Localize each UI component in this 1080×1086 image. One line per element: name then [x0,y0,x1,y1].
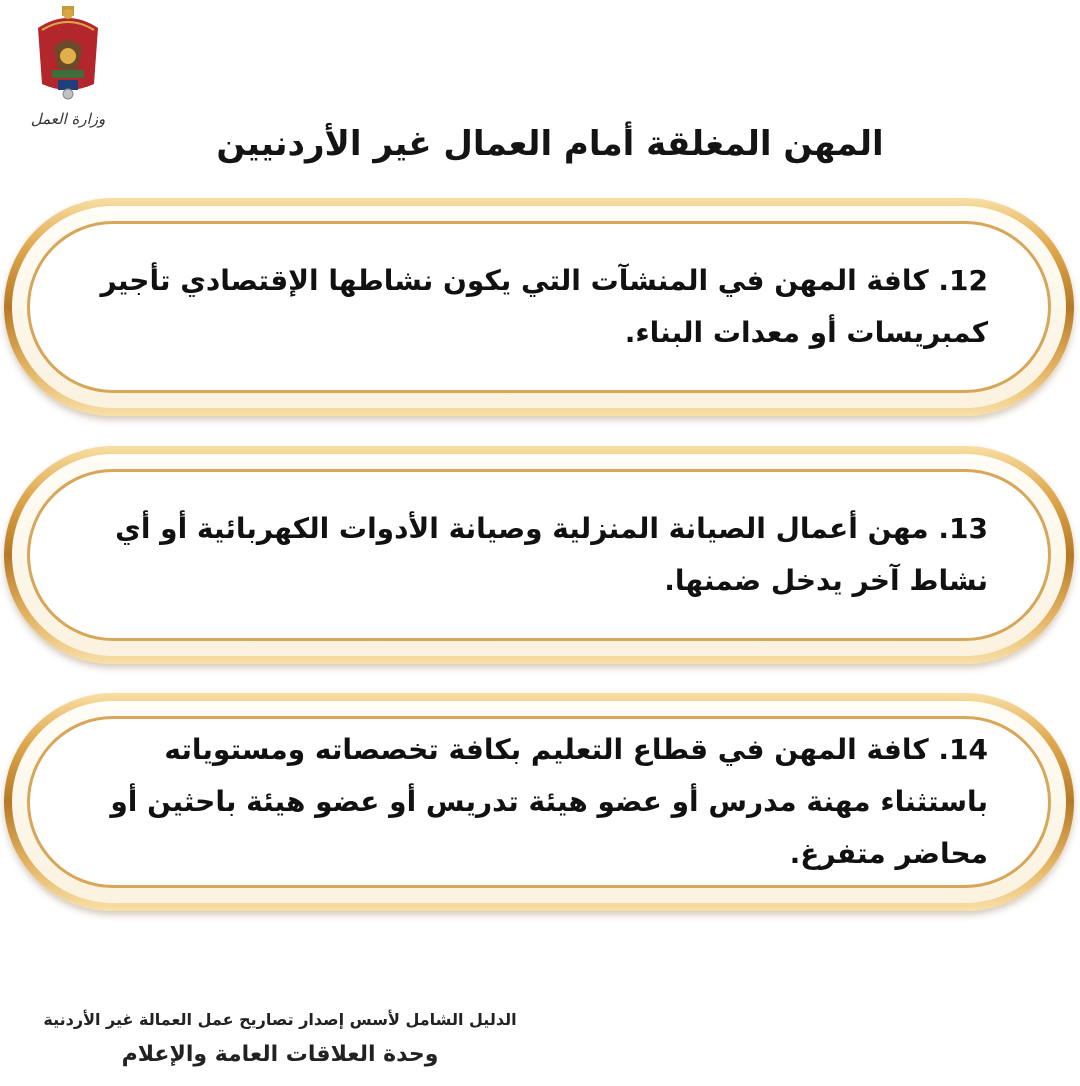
footer-guide-title: الدليل الشامل لأسس إصدار تصاريح عمل العمالة غير الأردنية [43,1010,517,1029]
item-text: 12. كافة المهن في المنشآت التي يكون نشاطها الإقتصادي تأجير كمبريسات أو معدات البناء. [100,264,988,349]
item-card-14 [4,693,1074,911]
item-card-12 [4,198,1074,416]
page-title: المهن المغلقة أمام العمال غير الأردنيين [216,124,884,164]
footer-unit-name: وحدة العلاقات العامة والإعلام [121,1042,439,1067]
ministry-name: وزارة العمل [30,110,106,128]
jordan-coat-of-arms-icon [28,4,108,104]
item-text: 14. كافة المهن في قطاع التعليم بكافة تخصصاته ومستوياته باستثناء مهنة مدرس أو عضو هيئة تدريس أو عضو هيئة باحثين أو محاضر متفرغ. [110,733,988,870]
item-text: 13. مهن أعمال الصيانة المنزلية وصيانة الأدوات الكهربائية أو أي نشاط آخر يدخل ضمنها. [115,512,988,597]
ministry-logo [18,4,118,138]
item-card-13 [4,446,1074,664]
